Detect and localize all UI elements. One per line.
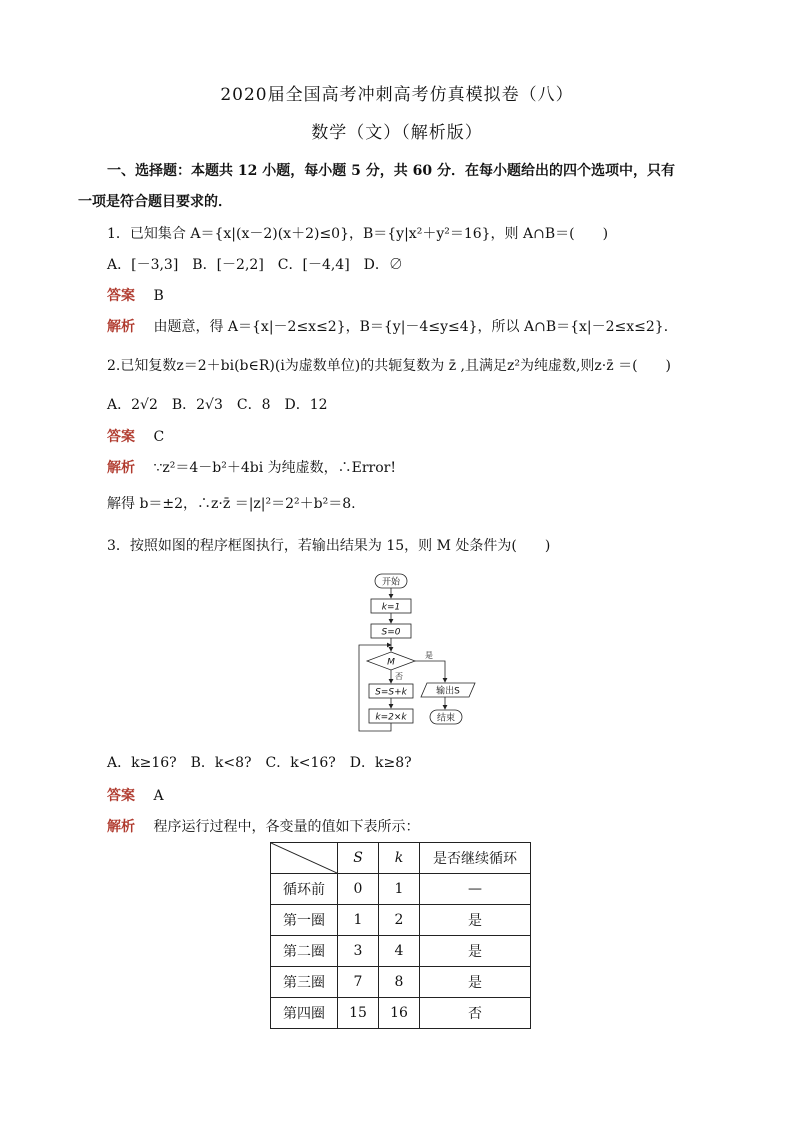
table-cell: 否 bbox=[420, 998, 531, 1029]
q2-analysis-row bbox=[107, 457, 396, 477]
flow-output-text: 输出S bbox=[436, 686, 460, 697]
table-cell: 循环前 bbox=[271, 874, 338, 905]
q3-stem: 3．按照如图的程序框图执行，若输出结果为 15，则 M 处条件为( ) bbox=[107, 538, 551, 554]
table-cell: 1 bbox=[379, 874, 420, 905]
table-row bbox=[271, 936, 531, 967]
q2-analysis: ∵z²＝4－b²＋4bi 为纯虚数，∴Error! bbox=[153, 460, 396, 476]
q1-answer-row bbox=[107, 285, 164, 305]
answer-label: 答案 bbox=[107, 288, 135, 304]
table-cell: 15 bbox=[338, 998, 379, 1029]
table-cell: 4 bbox=[379, 936, 420, 967]
table-cell: 是 bbox=[420, 967, 531, 998]
q2-answer: C bbox=[153, 429, 165, 445]
flow-init-s-text: S=0 bbox=[381, 627, 401, 638]
table-cell: 是 bbox=[420, 936, 531, 967]
q2-options: A．2√2 B．2√3 C．8 D．12 bbox=[107, 397, 328, 413]
flow-update-s-text: S=S+k bbox=[375, 687, 407, 698]
table-cell: — bbox=[420, 874, 531, 905]
flow-no-label: 否 bbox=[395, 672, 403, 681]
q3-answer: A bbox=[153, 788, 164, 804]
table-cell: 2 bbox=[379, 905, 420, 936]
table-corner-cell bbox=[271, 843, 338, 874]
flow-init-k-text: k=1 bbox=[381, 602, 401, 613]
q1-answer: B bbox=[153, 288, 164, 304]
page-title: 2020届全国高考冲刺高考仿真模拟卷（八） bbox=[220, 85, 574, 105]
table-row bbox=[271, 998, 531, 1029]
flow-start-text: 开始 bbox=[381, 577, 401, 588]
table-header-cell: S bbox=[338, 843, 379, 874]
answer-label: 答案 bbox=[107, 788, 135, 804]
table-cell: 3 bbox=[338, 936, 379, 967]
flow-condition-text: M bbox=[387, 657, 395, 668]
table-cell: 第一圈 bbox=[271, 905, 338, 936]
q1-stem: 1．已知集合 A＝{x|(x－2)(x＋2)≤0}，B＝{y|x²＋y²＝16}，则 A∩B＝( ) bbox=[107, 226, 609, 242]
q3-options: A．k≥16? B．k<8? C．k<16? D．k≥8? bbox=[107, 755, 412, 771]
q3-analysis: 程序运行过程中，各变量的值如下表所示： bbox=[153, 819, 420, 835]
table-cell: 第三圈 bbox=[271, 967, 338, 998]
q2-stem: 2.已知复数z＝2＋bi(b∈R)(i为虚数单位)的共轭复数为 z̄ ,且满足z²为纯虚数,则z·z̄ ＝( ) bbox=[107, 358, 672, 374]
table-row bbox=[271, 967, 531, 998]
answer-label: 答案 bbox=[107, 429, 135, 445]
page-subtitle: 数学（文）（解析版） bbox=[311, 123, 483, 143]
table-cell: 是 bbox=[420, 905, 531, 936]
analysis-label: 解析 bbox=[107, 819, 135, 835]
q1-options: A．[－3,3] B．[－2,2] C．[－4,4] D．∅ bbox=[107, 257, 403, 273]
table-cell: 0 bbox=[338, 874, 379, 905]
flow-yes-label: 是 bbox=[425, 651, 433, 660]
analysis-label: 解析 bbox=[107, 460, 135, 476]
flow-end-text: 结束 bbox=[436, 713, 456, 724]
diagonal-divider bbox=[271, 843, 337, 873]
flow-update-k-text: k=2×k bbox=[375, 712, 407, 723]
table-cell: 16 bbox=[379, 998, 420, 1029]
q2-analysis-2: 解得 b＝±2，∴z·z̄ ＝|z|²＝2²＋b²＝8. bbox=[107, 496, 356, 512]
variable-table bbox=[270, 842, 531, 1029]
section-heading-line2: 一项是符合题目要求的． bbox=[78, 194, 232, 210]
table-header-cell: k bbox=[379, 843, 420, 874]
table-cell: 1 bbox=[338, 905, 379, 936]
table-header-cell: 是否继续循环 bbox=[420, 843, 531, 874]
table-cell: 7 bbox=[338, 967, 379, 998]
section-heading-line1: 一、选择题：本题共 12 小题，每小题 5 分，共 60 分．在每小题给出的四个选项中，只有 bbox=[107, 163, 675, 179]
q2-answer-row bbox=[107, 426, 164, 446]
table-row bbox=[271, 874, 531, 905]
q3-answer-row bbox=[107, 785, 164, 805]
table-cell: 第四圈 bbox=[271, 998, 338, 1029]
table-row bbox=[271, 905, 531, 936]
table-cell: 8 bbox=[379, 967, 420, 998]
q1-analysis-row bbox=[107, 316, 678, 336]
table-cell: 第二圈 bbox=[271, 936, 338, 967]
q1-analysis: 由题意，得 A＝{x|－2≤x≤2}，B＝{y|－4≤y≤4}，所以 A∩B＝{x|－2≤x≤2}． bbox=[153, 319, 678, 335]
analysis-label: 解析 bbox=[107, 319, 135, 335]
q3-analysis-row bbox=[107, 816, 419, 836]
table-header-row bbox=[271, 843, 531, 874]
flowchart bbox=[355, 573, 485, 735]
